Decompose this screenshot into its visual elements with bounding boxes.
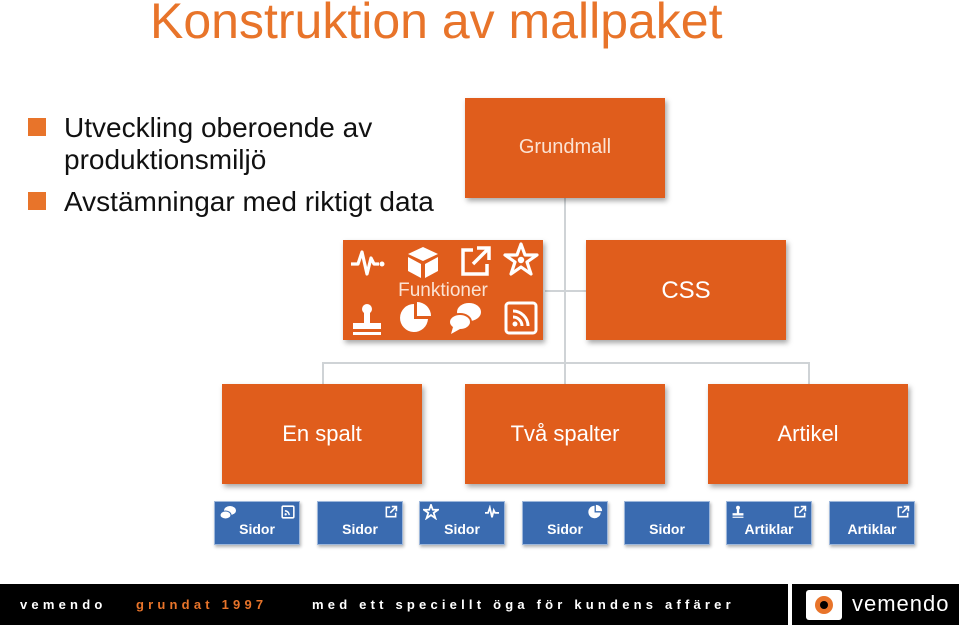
external-link-icon <box>457 244 493 280</box>
template-box-tva-spalter <box>465 384 665 484</box>
connector-templates-horizontal <box>322 362 810 364</box>
page-label: Artiklar <box>744 521 794 537</box>
star-icon <box>503 242 539 278</box>
activity-icon <box>484 505 500 519</box>
bullet-square-icon <box>28 192 46 210</box>
css-label: CSS <box>661 277 711 304</box>
bullet-item <box>28 112 448 176</box>
template-box-en-spalt <box>222 384 422 484</box>
star-icon <box>423 504 439 520</box>
share-icon <box>793 505 807 519</box>
connector-root-vertical <box>564 198 566 362</box>
grundmall-label: Grundmall <box>518 136 612 158</box>
bullet-text: Avstämningar med riktigt data <box>64 186 434 217</box>
connector-tva-spalter <box>564 362 566 384</box>
footer-tagline: med ett speciellt öga för kundens affärer <box>312 597 735 612</box>
bullet-text: Utveckling oberoende av produktionsmiljö <box>64 112 373 175</box>
chat-icon <box>447 300 483 336</box>
share-icon <box>384 505 398 519</box>
page-label: Sidor <box>444 521 480 537</box>
bullet-list <box>28 112 448 228</box>
pie-chart-icon <box>587 504 603 520</box>
page-thumbnail <box>214 501 300 545</box>
footer-bar <box>0 584 788 625</box>
bullet-square-icon <box>28 118 46 136</box>
page-thumbnail <box>522 501 608 545</box>
stamp-icon <box>731 504 745 520</box>
page-label: Sidor <box>547 521 583 537</box>
connector-en-spalt <box>322 362 324 384</box>
connector-side-horizontal <box>545 290 586 292</box>
page-thumbnail <box>829 501 915 545</box>
template-label: Artikel <box>777 421 839 446</box>
rss-icon <box>281 505 295 519</box>
css-box <box>586 240 786 340</box>
rss-icon <box>503 300 539 336</box>
grundmall-box <box>465 98 665 198</box>
box-icon <box>405 244 441 280</box>
page-thumbnail <box>419 501 505 545</box>
connector-artikel <box>808 362 810 384</box>
page-label: Sidor <box>649 521 685 537</box>
bullet-item <box>28 186 448 218</box>
page-label: Artiklar <box>847 521 897 537</box>
template-label: Två spalter <box>510 421 620 446</box>
page-label: Sidor <box>342 521 378 537</box>
page-thumbnail <box>726 501 812 545</box>
footer-founded: grundat 1997 <box>136 597 268 612</box>
activity-icon <box>349 244 385 280</box>
logo-mark-icon <box>806 590 842 620</box>
page-label: Sidor <box>239 521 275 537</box>
template-label: En spalt <box>282 421 362 446</box>
page-title: Konstruktion av mallpaket <box>150 0 723 49</box>
funktioner-box <box>343 240 543 340</box>
pie-chart-icon <box>397 300 433 336</box>
stamp-icon <box>349 302 385 338</box>
page-thumbnail <box>624 501 710 545</box>
footer-brand: vemendo <box>20 597 107 612</box>
vemendo-logo <box>792 584 959 625</box>
chat-icon <box>219 505 237 521</box>
logo-text: vemendo <box>852 591 950 616</box>
share-icon <box>896 505 910 519</box>
template-box-artikel <box>708 384 908 484</box>
funktioner-label: Funktioner <box>398 280 488 301</box>
page-thumbnail <box>317 501 403 545</box>
